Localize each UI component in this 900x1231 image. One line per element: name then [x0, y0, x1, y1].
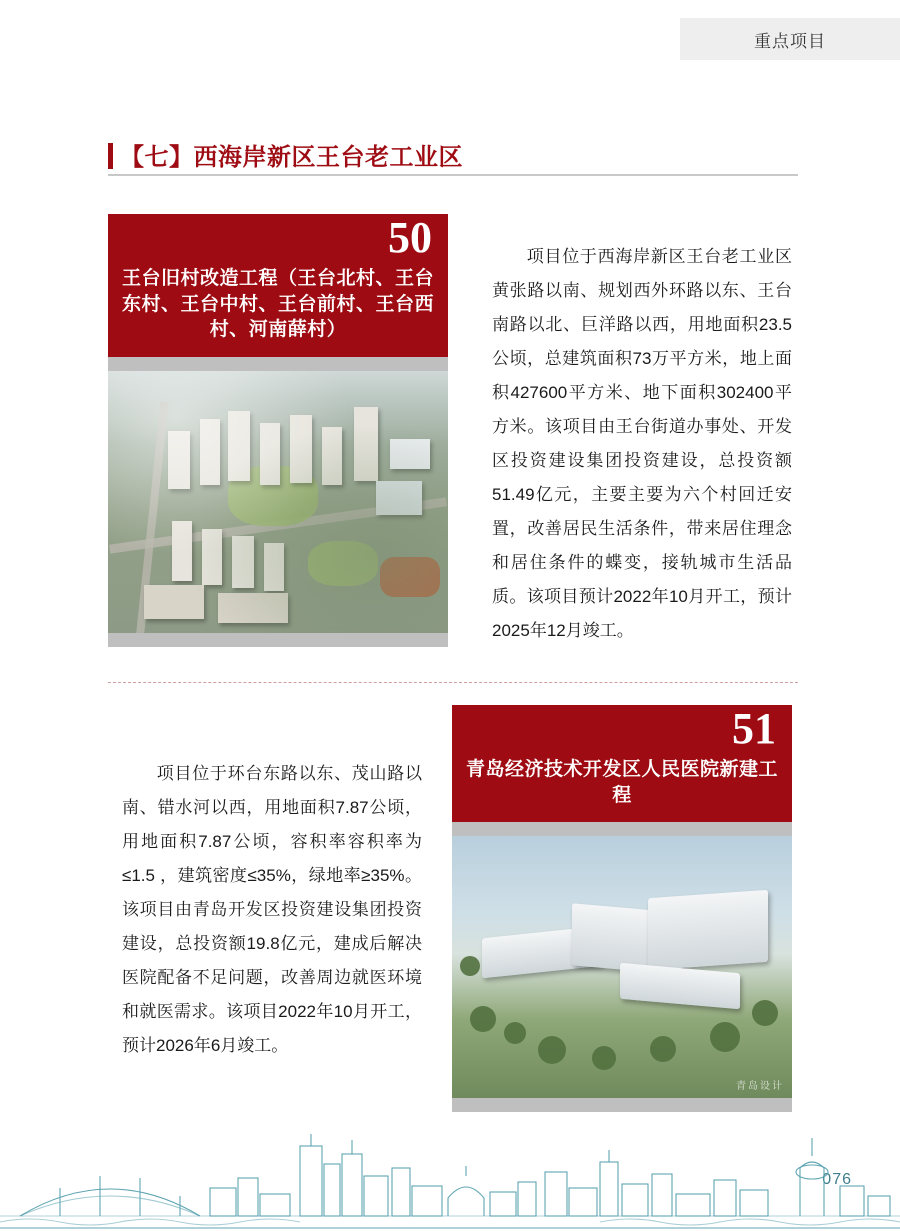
- project-card-51-title: 青岛经济技术开发区人民医院新建工程: [452, 755, 792, 822]
- tree: [538, 1036, 566, 1064]
- project-card-50-separator: [108, 357, 448, 371]
- tree: [752, 1000, 778, 1026]
- page-number: 076: [822, 1171, 852, 1188]
- project-card-50: [108, 214, 448, 647]
- hospital-rendering: [452, 836, 792, 1098]
- project-card-50-footer: [108, 633, 448, 647]
- building-block: [290, 415, 312, 483]
- sports-track: [380, 557, 440, 597]
- tree: [460, 956, 480, 976]
- building-block: [200, 419, 220, 485]
- project-card-51-number: 51: [732, 704, 776, 753]
- building-block: [260, 423, 280, 485]
- building-block: [228, 411, 250, 481]
- project-card-50-number: 50: [388, 213, 432, 262]
- building-block: [390, 439, 430, 469]
- hospital-tower: [648, 890, 768, 970]
- header-section-tab-label: 重点项目: [754, 31, 826, 51]
- section-heading-accent-bar: [108, 143, 113, 169]
- project-51-description-text: 项目位于环台东路以东、茂山路以南、错水河以西，用地面积7.87公顷，用地面积7.87公顷，容积率容积率为≤1.5 ，建筑密度≤35%，绿地率≥35%。该项目由青岛开发区投资建设集团投资建设，总投资额19.8亿元，建成后解决医院配备不足问题，改善周边就医环境和就医需求。该项目2022年10月开工，预计2026年6月竣工。: [122, 764, 422, 1055]
- building-block: [376, 481, 422, 515]
- project-card-50-image: [108, 371, 448, 633]
- project-card-51: [452, 705, 792, 1112]
- tree: [470, 1006, 496, 1032]
- aerial-residential-rendering: [108, 371, 448, 633]
- section-heading: [108, 130, 798, 176]
- building-block: [144, 585, 204, 619]
- header-section-tab: [680, 18, 900, 60]
- building-block: [354, 407, 378, 481]
- hospital-annex: [620, 963, 740, 1009]
- project-card-51-banner: [452, 705, 792, 755]
- project-card-50-title: 王台旧村改造工程（王台北村、王台东村、王台中村、王台前村、王台西村、河南薛村）: [108, 264, 448, 357]
- project-50-description-text: 项目位于西海岸新区王台老工业区黄张路以南、规划西外环路以东、王台南路以北、巨洋路以西，用地面积23.5公顷，总建筑面积73万平方米，地上面积427600平方米、地下面积302400平方米。该项目由王台街道办事处、开发区投资建设集团投资建设，总投资额51.49亿元，主要主要为六个村回迁安置，改善居民生活条件，带来居住理念和居住条件的蝶变，接轨城市生活品质。该项目预计2022年10月开工，预计2025年12月竣工。: [492, 247, 792, 640]
- skyline-decoration: [0, 1116, 900, 1231]
- project-card-51-image: [452, 836, 792, 1098]
- road-line: [135, 401, 168, 633]
- building-block: [322, 427, 342, 485]
- content-divider: [108, 682, 798, 683]
- building-block: [264, 543, 284, 591]
- tree: [710, 1022, 740, 1052]
- building-block: [168, 431, 190, 489]
- project-card-50-banner: [108, 214, 448, 264]
- project-51-description: [122, 757, 422, 1063]
- building-block: [202, 529, 222, 585]
- road-line: [109, 497, 447, 553]
- building-block: [218, 593, 288, 623]
- tree: [592, 1046, 616, 1070]
- image-watermark: 青岛设计: [736, 1081, 784, 1093]
- tree: [650, 1036, 676, 1062]
- building-block: [172, 521, 192, 581]
- green-area: [228, 466, 318, 526]
- building-block: [232, 536, 254, 588]
- green-area: [308, 541, 378, 586]
- tree: [504, 1022, 526, 1044]
- project-card-51-separator: [452, 822, 792, 836]
- section-heading-text: 【七】西海岸新区王台老工业区: [120, 144, 463, 171]
- project-card-51-footer: [452, 1098, 792, 1112]
- project-50-description: [492, 240, 792, 648]
